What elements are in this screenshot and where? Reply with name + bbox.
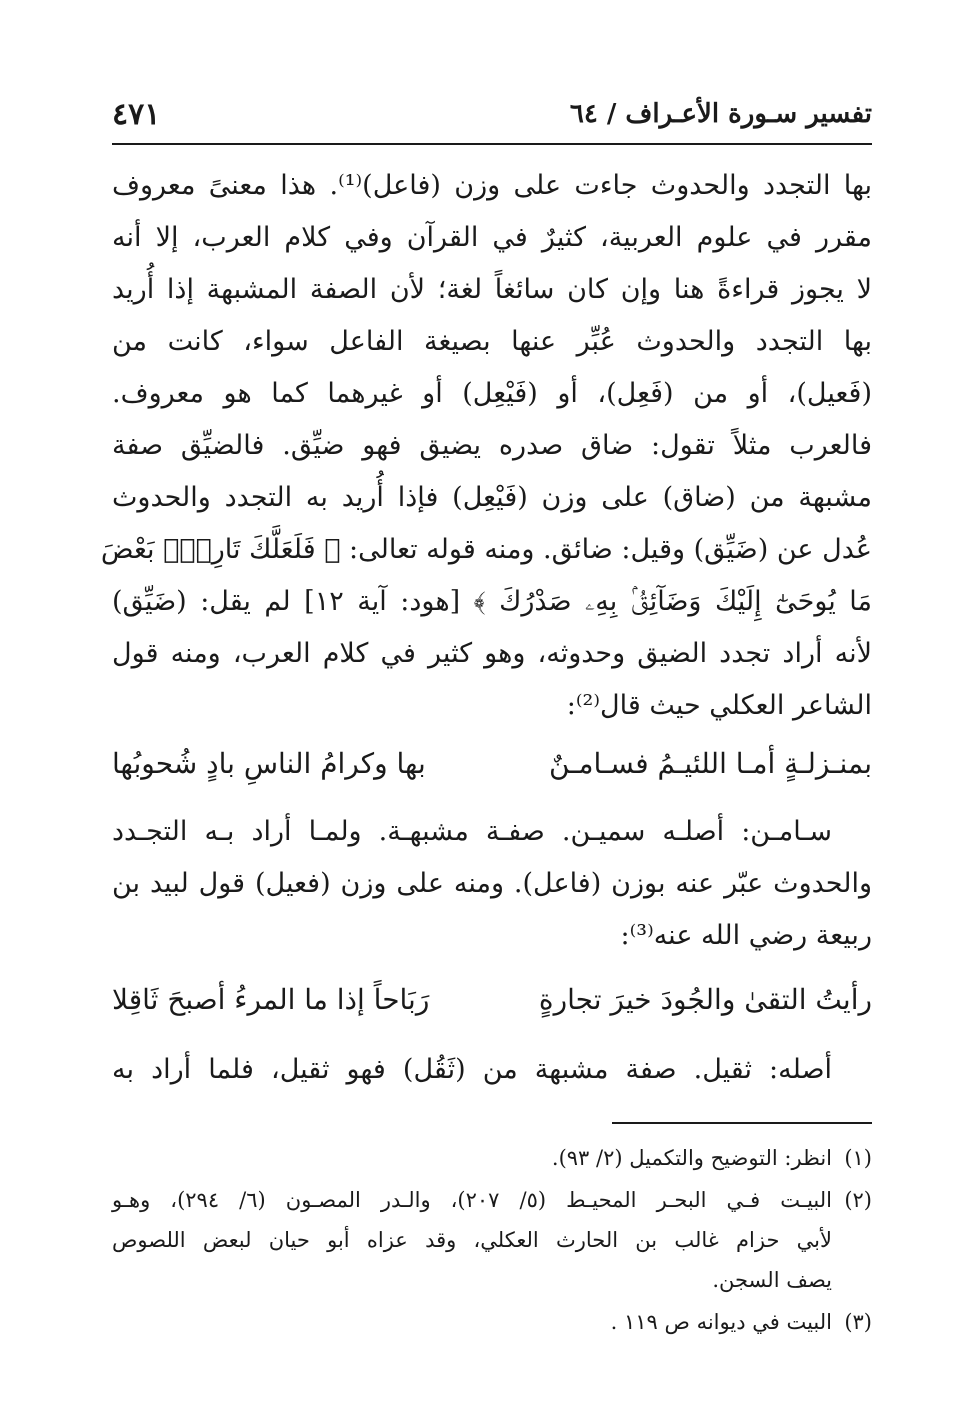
- body-line: الشاعر العكلي حيث قال⁽²⁾:: [566, 690, 872, 721]
- footnote-number: (١): [844, 1146, 872, 1170]
- body-line: لا يجوز قراءةً هنا وإن كان سائغاً لغة؛ لأن الصفة المشبهة إذا أُريد: [112, 274, 872, 305]
- poetry-verse: [112, 974, 872, 1026]
- body-line: بها التجدد والحدوث جاءت على وزن (فاعل)⁽¹⁾. هذا معنىً معروف: [112, 170, 872, 201]
- body-line: مشبهة من (ضاق) على وزن (فَيْعِل) فإذا أُريد به التجدد والحدوث: [112, 482, 872, 513]
- footnote: [112, 1138, 872, 1178]
- footnote-continuation: [112, 1260, 872, 1300]
- footnote-separator: [612, 1122, 872, 1124]
- first-hemistich: بمنـزلـةٍ أمـا اللئيـمُ فسـامـنٌ: [549, 747, 872, 780]
- footnote-text: البيت في ديوانه ص ١١٩ .: [610, 1310, 832, 1334]
- first-hemistich: رأيتُ التقىٰ والجُودَ خيرَ تجارةٍ: [538, 983, 872, 1016]
- body-line: بها التجدد والحدوث عُبِّر عنها بصيغة الفاعل سواء، كانت من: [112, 326, 872, 357]
- page-header: [112, 95, 872, 145]
- quran-verse-line: مَا يُوحَىٰٓ إِلَيْكَ وَضَآئِقُۢ بِهِۦ صَدْرُكَ ﴾ [هود: آية ١٢] لم يقل: (ضَيِّق): [112, 586, 872, 617]
- footnote-text: البيـت فـي البحـر المحيـط (٥/ ٢٠٧)، والـدر المصـون (٦/ ٢٩٤)، وهـو: [112, 1188, 832, 1212]
- body-line: فالعرب مثلاً تقول: ضاق صدره يضيق فهو ضيِّق. فالضيِّق صفة: [112, 430, 872, 461]
- footnote-continuation: [112, 1220, 872, 1260]
- body-line: ربيعة رضي الله عنه⁽³⁾:: [620, 920, 872, 951]
- footnote-number: (٢): [844, 1188, 872, 1212]
- quran-verse-line: عُدل عن (ضَيِّق) وقيل: ضائق. ومنه قوله تعالى: ﴿ فَلَعَلَّكَ تَارِكُۢ بَعْضَ: [100, 534, 872, 565]
- poetry-verse: [112, 738, 872, 790]
- body-line: مقرر في علوم العربية، كثيرٌ في القرآن وفي كلام العرب، إلا أنه: [112, 222, 872, 253]
- footnote-text: يصف السجن.: [712, 1268, 832, 1292]
- footnote-text: انظر: التوضيح والتكميل (٢/ ٩٣).: [551, 1146, 832, 1170]
- body-line: سـامـن: أصلـه سميـن. صفـة مشبهـة. ولمـا أراد بـه التجـدد: [112, 816, 832, 847]
- second-hemistich: بها وكرامُ الناسِ بادٍ شُحوبُها: [112, 747, 426, 780]
- footnote: [112, 1302, 872, 1342]
- footnote: [112, 1180, 872, 1220]
- second-hemistich: رَبَاحاً إذا ما المرءُ أصبحَ ثَاقِلا: [112, 983, 430, 1016]
- body-line: أصله: ثقيل. صفة مشبهة من (ثَقُل) فهو ثقيل، فلما أراد به: [112, 1054, 832, 1085]
- body-line: لأنه أراد تجدد الضيق وحدوثه، وهو كثير في كلام العرب، ومنه قول: [112, 638, 872, 669]
- body-line: والحدوث عبّر عنه بوزن (فاعل). ومنه على وزن (فعيل) قول لبيد بن: [112, 868, 872, 899]
- footnote-number: (٣): [844, 1310, 872, 1334]
- body-line: (فَعيل)، أو من (فَعِل)، أو (فَيْعِل) أو غيرهما كما هو معروف.: [112, 378, 872, 409]
- footnote-text: لأبي حزام غالب بن الحارث العكلي، وقد عزاه أبو حيان لبعض اللصوص: [112, 1228, 832, 1252]
- page-number: ٤٧١: [112, 97, 161, 132]
- running-title: تفسير سـورة الأعـراف / ٦٤: [569, 99, 872, 129]
